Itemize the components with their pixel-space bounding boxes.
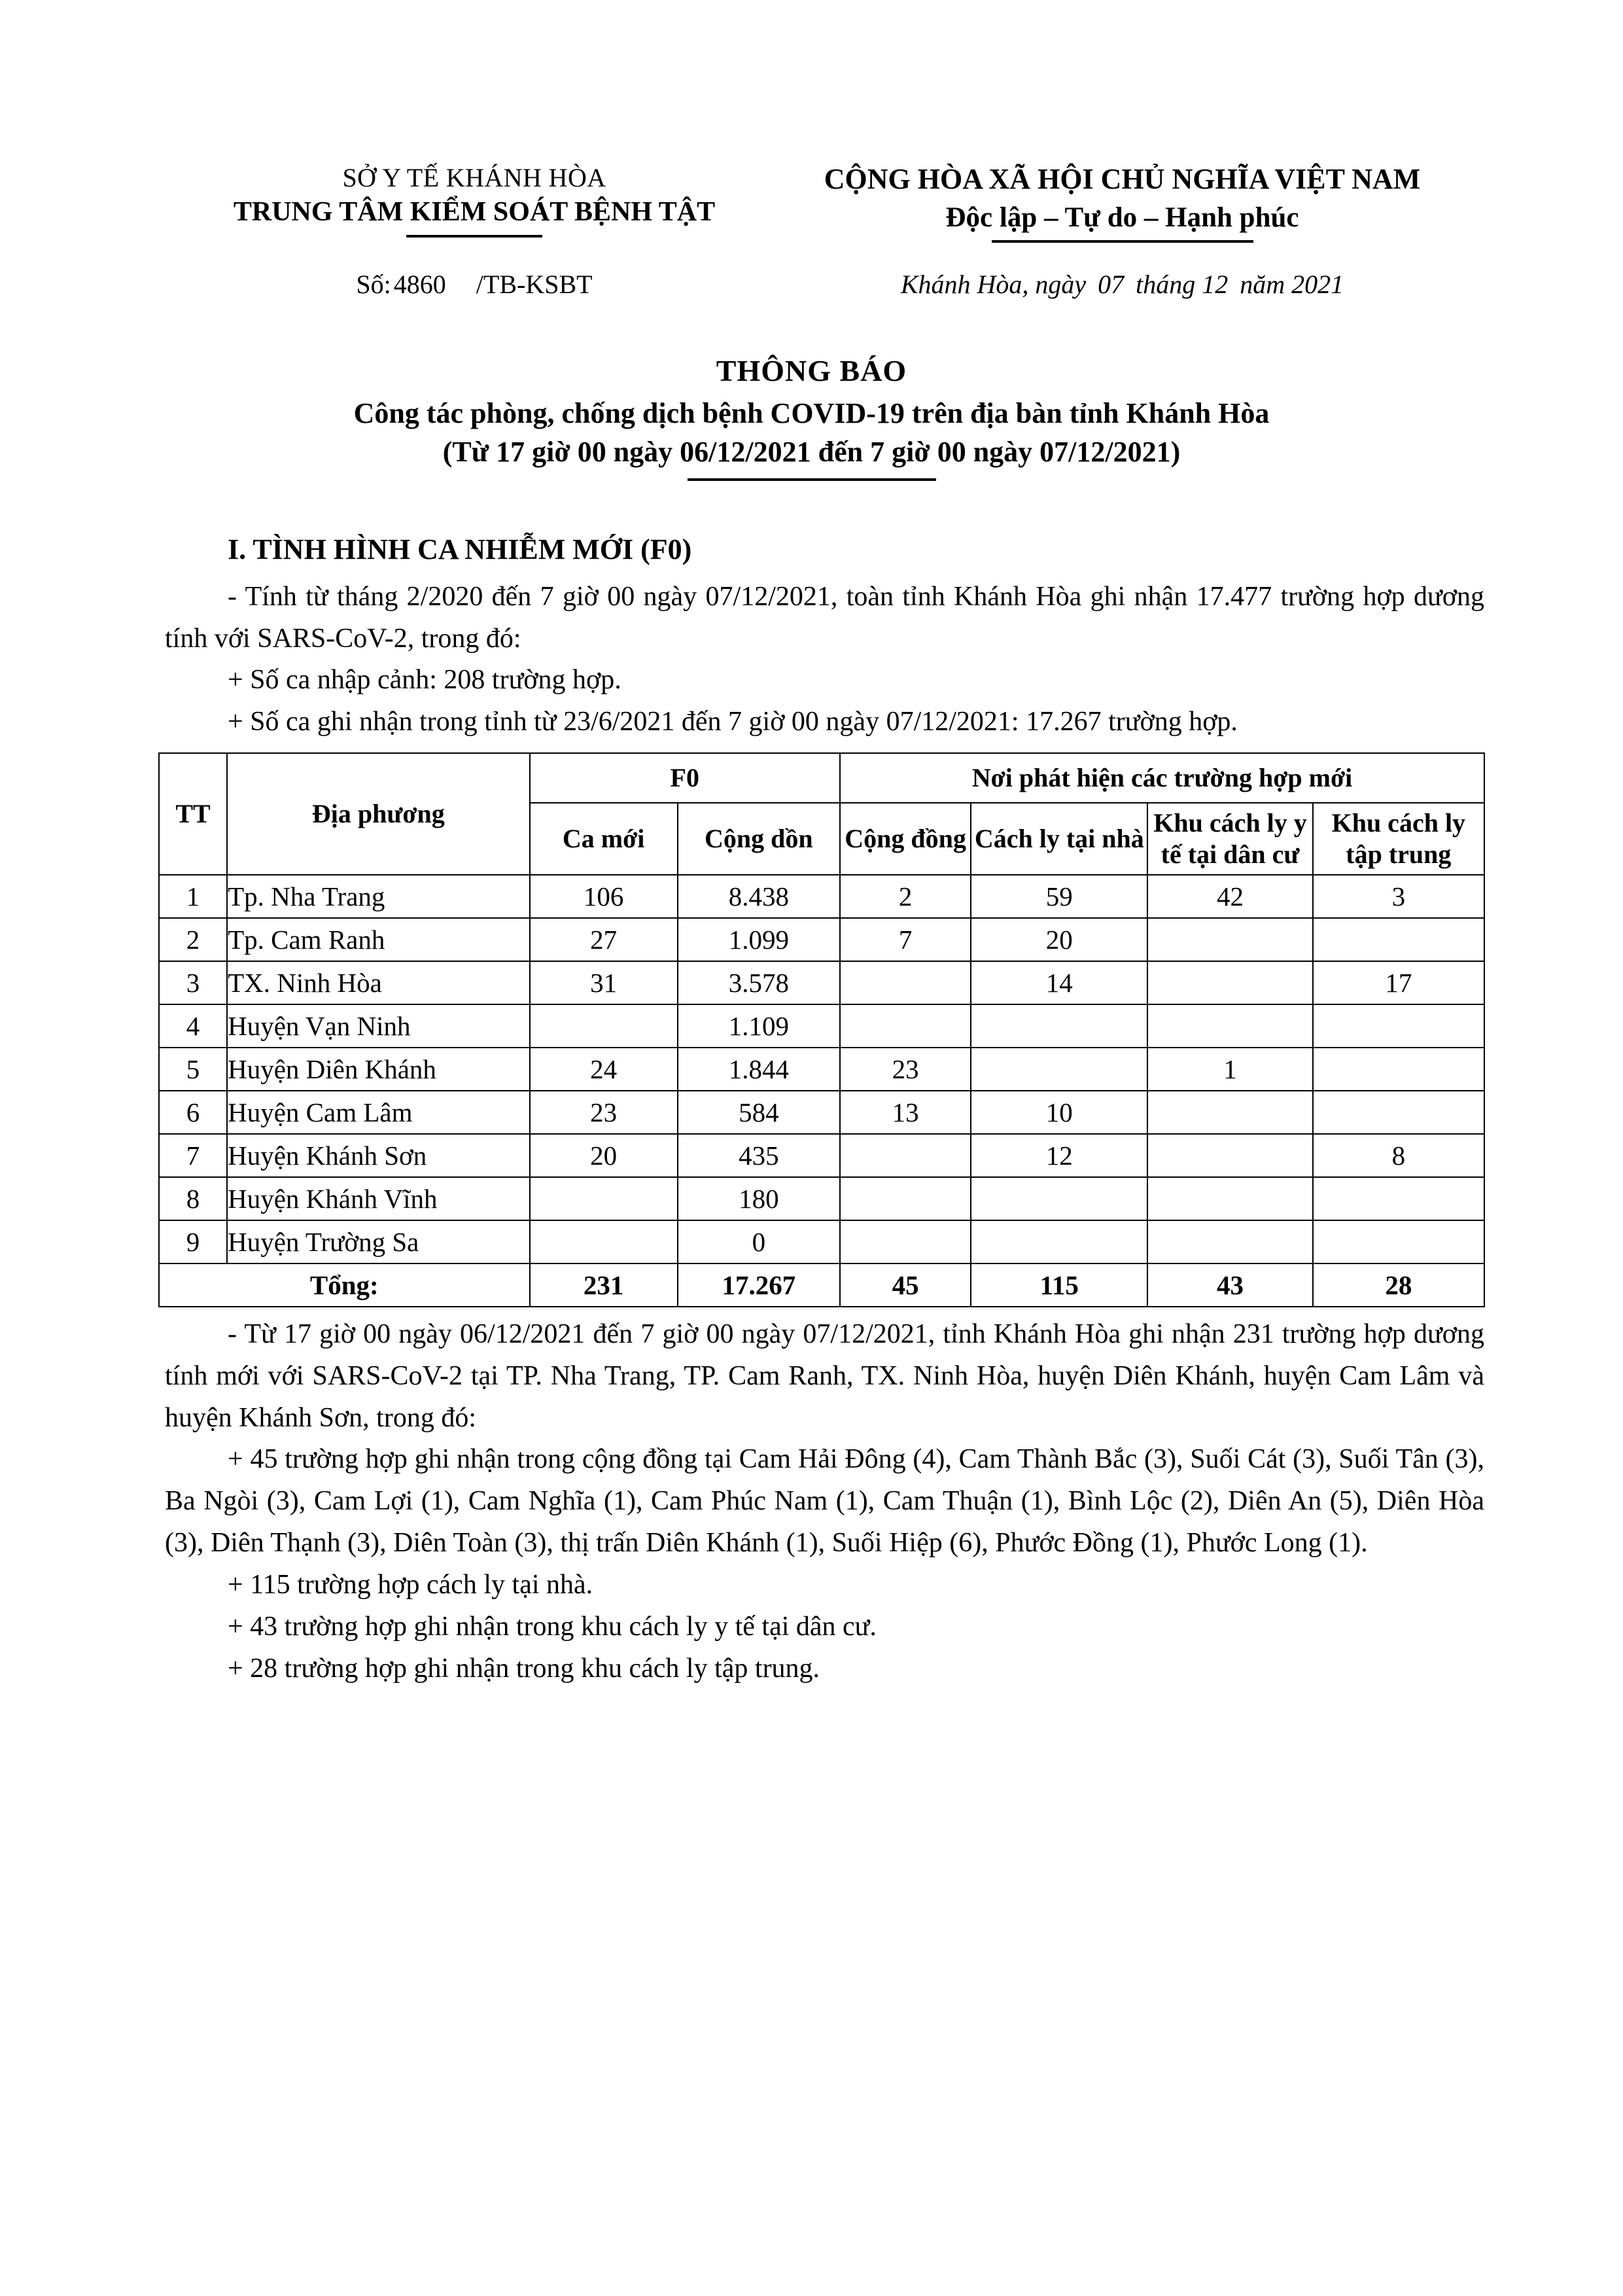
cell-cach-ly-tai-nha: 10	[971, 1091, 1147, 1134]
table-row	[159, 1091, 1484, 1134]
cell-tt: 8	[159, 1177, 227, 1220]
cell-cach-ly-tai-nha: 14	[971, 961, 1147, 1004]
cell-cach-ly-tai-nha	[971, 1004, 1147, 1048]
cell-cong-don: 1.109	[678, 1004, 840, 1048]
document-meta-row	[0, 269, 1623, 300]
table-total-row	[159, 1263, 1484, 1307]
cell-cong-dong: 13	[840, 1091, 971, 1134]
cell-cong-don: 0	[678, 1220, 840, 1263]
header-khu-cach-ly-y-te-tai-dan-cu: Khu cách ly y tế tại dân cư	[1147, 803, 1312, 875]
table-row	[159, 1177, 1484, 1220]
cell-cong-dong	[840, 1177, 971, 1220]
f0-table-container	[0, 752, 1623, 1307]
post-table-paragraph-1: - Từ 17 giờ 00 ngày 06/12/2021 đến 7 giờ 00 ngày 07/12/2021, tỉnh Khánh Hòa ghi nhận 231 trường hợp dương tính mới với SARS-CoV-2 tại TP. Nha Trang, TP. Cam Ranh, TX. Ninh Hòa, huyện Diên Khánh, huyện Cam Lâm và huyện Khánh Sơn, trong đó:	[165, 1318, 1484, 1433]
table-row	[159, 1004, 1484, 1048]
cell-cong-don: 1.844	[678, 1048, 840, 1091]
cell-ca-moi: 31	[530, 961, 678, 1004]
cell-cong-dong: 2	[840, 875, 971, 918]
section-1-paragraph-1: - Tính từ tháng 2/2020 đến 7 giờ 00 ngày 07/12/2021, toàn tỉnh Khánh Hòa ghi nhận 17.477 trường hợp dương tính với SARS-CoV-2, trong đó:	[165, 581, 1484, 654]
header-group-noi-phat-hien: Nơi phát hiện các trường hợp mới	[840, 753, 1484, 803]
cell-total-cong-don: 17.267	[678, 1263, 840, 1307]
page-title: THÔNG BÁO	[716, 354, 907, 388]
cell-dia-phuong: TX. Ninh Hòa	[227, 961, 529, 1004]
cell-cong-don: 1.099	[678, 918, 840, 961]
cell-tt: 4	[159, 1004, 227, 1048]
cell-dia-phuong: Huyện Khánh Sơn	[227, 1134, 529, 1177]
cell-khu-tap-trung	[1313, 1004, 1484, 1048]
header-cach-ly-tai-nha: Cách ly tại nhà	[971, 803, 1147, 875]
cell-ca-moi: 24	[530, 1048, 678, 1091]
cell-dia-phuong: Tp. Nha Trang	[227, 875, 529, 918]
cell-ca-moi	[530, 1220, 678, 1263]
cell-total-cong-dong: 45	[840, 1263, 971, 1307]
cell-khu-tap-trung	[1313, 918, 1484, 961]
header-khu-cach-ly-tap-trung: Khu cách ly tập trung	[1313, 803, 1484, 875]
cell-khu-dan-cu	[1147, 1004, 1312, 1048]
header-dia-phuong: Địa phương	[227, 753, 529, 875]
cell-khu-tap-trung	[1313, 1177, 1484, 1220]
cell-khu-tap-trung: 17	[1313, 961, 1484, 1004]
table-body	[159, 875, 1484, 1307]
cell-khu-dan-cu	[1147, 1220, 1312, 1263]
table-row	[159, 1220, 1484, 1263]
header-cong-don: Cộng dồn	[678, 803, 840, 875]
cell-cong-dong: 7	[840, 918, 971, 961]
post-table-bullet-3: + 28 trường hợp ghi nhận trong khu cách ly tập trung.	[228, 1653, 820, 1684]
title-divider	[688, 478, 936, 481]
cell-dia-phuong: Huyện Cam Lâm	[227, 1091, 529, 1134]
cell-khu-dan-cu	[1147, 1134, 1312, 1177]
cell-khu-dan-cu	[1147, 918, 1312, 961]
cell-khu-dan-cu: 42	[1147, 875, 1312, 918]
cell-dia-phuong: Huyện Diên Khánh	[227, 1048, 529, 1091]
table-header-group-row	[159, 753, 1484, 803]
document-number-block	[216, 269, 733, 300]
table-row	[159, 875, 1484, 918]
title-time-range: (Từ 17 giờ 00 ngày 06/12/2021 đến 7 giờ 00 ngày 07/12/2021)	[442, 436, 1181, 468]
table-row	[159, 1048, 1484, 1091]
header-cong-dong: Cộng đồng	[840, 803, 971, 875]
cell-ca-moi	[530, 1177, 678, 1220]
header-tt: TT	[159, 753, 227, 875]
cell-cach-ly-tai-nha	[971, 1048, 1147, 1091]
cell-total-label: Tổng:	[159, 1263, 530, 1307]
cell-ca-moi: 23	[530, 1091, 678, 1134]
cell-tt: 7	[159, 1134, 227, 1177]
document-number-value: 4860	[393, 270, 446, 300]
table-row	[159, 1134, 1484, 1177]
cell-ca-moi: 27	[530, 918, 678, 961]
cell-khu-tap-trung	[1313, 1091, 1484, 1134]
cell-khu-tap-trung	[1313, 1048, 1484, 1091]
cell-cong-don: 435	[678, 1134, 840, 1177]
cell-dia-phuong: Huyện Trường Sa	[227, 1220, 529, 1263]
cell-khu-dan-cu	[1147, 961, 1312, 1004]
cell-tt: 6	[159, 1091, 227, 1134]
post-table-bullet-2: + 43 trường hợp ghi nhận trong khu cách ly y tế tại dân cư.	[228, 1611, 877, 1642]
cell-cong-don: 584	[678, 1091, 840, 1134]
cell-cach-ly-tai-nha: 59	[971, 875, 1147, 918]
cell-tt: 1	[159, 875, 227, 918]
header-divider-right	[992, 240, 1253, 243]
cell-dia-phuong: Tp. Cam Ranh	[227, 918, 529, 961]
cell-cong-dong	[840, 1134, 971, 1177]
cell-dia-phuong: Huyện Khánh Vĩnh	[227, 1177, 529, 1220]
national-heading-block	[733, 162, 1512, 243]
cell-cach-ly-tai-nha	[971, 1177, 1147, 1220]
cell-tt: 3	[159, 961, 227, 1004]
cell-dia-phuong: Huyện Vạn Ninh	[227, 1004, 529, 1048]
issue-month: tháng 12	[1136, 270, 1229, 300]
cell-tt: 5	[159, 1048, 227, 1091]
section-1-body	[0, 528, 1623, 743]
cell-cong-dong	[840, 1004, 971, 1048]
country-name: CỘNG HÒA XÃ HỘI CHỦ NGHĨA VIỆT NAM	[824, 163, 1421, 195]
cell-cong-don: 8.438	[678, 875, 840, 918]
post-table-bullet-1: + 115 trường hợp cách ly tại nhà.	[228, 1569, 593, 1600]
national-motto: Độc lập – Tự do – Hạnh phúc	[945, 202, 1299, 233]
cell-ca-moi: 106	[530, 875, 678, 918]
cell-tt: 9	[159, 1220, 227, 1263]
section-1-bullet-2: + Số ca ghi nhận trong tỉnh từ 23/6/2021 đến 7 giờ 00 ngày 07/12/2021: 17.267 trường hợp.	[228, 707, 1238, 737]
cell-ca-moi	[530, 1004, 678, 1048]
cell-total-ca-moi: 231	[530, 1263, 678, 1307]
cell-cach-ly-tai-nha: 20	[971, 918, 1147, 961]
table-head	[159, 753, 1484, 875]
cell-khu-dan-cu	[1147, 1177, 1312, 1220]
cell-ca-moi: 20	[530, 1134, 678, 1177]
header-divider-left	[406, 235, 542, 238]
cell-total-khu-tap-trung: 28	[1313, 1263, 1484, 1307]
header-group-f0: F0	[530, 753, 840, 803]
cell-cach-ly-tai-nha	[971, 1220, 1147, 1263]
department-name: SỞ Y TẾ KHÁNH HÒA	[342, 163, 606, 192]
title-subtitle: Công tác phòng, chống dịch bệnh COVID-19 trên địa bàn tỉnh Khánh Hòa	[353, 397, 1270, 429]
cell-cong-don: 3.578	[678, 961, 840, 1004]
cell-tt: 2	[159, 918, 227, 961]
document-code: /TB-KSBT	[476, 270, 593, 300]
cell-total-cach-ly-tai-nha: 115	[971, 1263, 1147, 1307]
center-name: TRUNG TÂM KIỂM SOÁT BỆNH TẬT	[233, 197, 716, 228]
cell-cong-dong: 23	[840, 1048, 971, 1091]
cell-cong-dong	[840, 1220, 971, 1263]
issue-year: năm 2021	[1240, 270, 1344, 300]
issue-day: 07	[1098, 270, 1125, 300]
header-ca-moi: Ca mới	[530, 803, 678, 875]
cell-khu-tap-trung	[1313, 1220, 1484, 1263]
section-1-bullet-1: + Số ca nhập cảnh: 208 trường hợp.	[228, 665, 621, 696]
cell-cach-ly-tai-nha: 12	[971, 1134, 1147, 1177]
cell-khu-dan-cu: 1	[1147, 1048, 1312, 1091]
cell-total-khu-dan-cu: 43	[1147, 1263, 1312, 1307]
table-row	[159, 961, 1484, 1004]
cell-khu-tap-trung: 3	[1313, 875, 1484, 918]
post-table-paragraph-2: + 45 trường hợp ghi nhận trong cộng đồng tại Cam Hải Đông (4), Cam Thành Bắc (3), Suối Cát (3), Suối Tân (3), Ba Ngòi (3), Cam Lợi (1), Cam Nghĩa (1), Cam Phúc Nam (1), Cam Thuận (1), Bình Lộc (2), Diên An (5), Diên Hòa (3), Diên Thạnh (3), Diên Toàn (3), thị trấn Diên Khánh (1), Suối Hiệp (6), Phước Đồng (1), Phước Long (1).	[165, 1444, 1484, 1559]
cell-cong-don: 180	[678, 1177, 840, 1220]
table-row	[159, 918, 1484, 961]
place-date-prefix: Khánh Hòa, ngày	[900, 270, 1087, 300]
f0-statistics-table	[158, 752, 1485, 1307]
cell-khu-dan-cu	[1147, 1091, 1312, 1134]
place-and-date	[733, 269, 1512, 300]
issuing-organization-block	[216, 162, 733, 238]
document-title-block	[0, 352, 1623, 480]
cell-khu-tap-trung: 8	[1313, 1134, 1484, 1177]
post-table-body	[0, 1314, 1623, 1689]
cell-cong-dong	[840, 961, 971, 1004]
section-1-heading: I. TÌNH HÌNH CA NHIỄM MỚI (F0)	[228, 533, 692, 565]
document-header	[0, 0, 1623, 243]
document-number-label: Số:	[356, 270, 391, 300]
